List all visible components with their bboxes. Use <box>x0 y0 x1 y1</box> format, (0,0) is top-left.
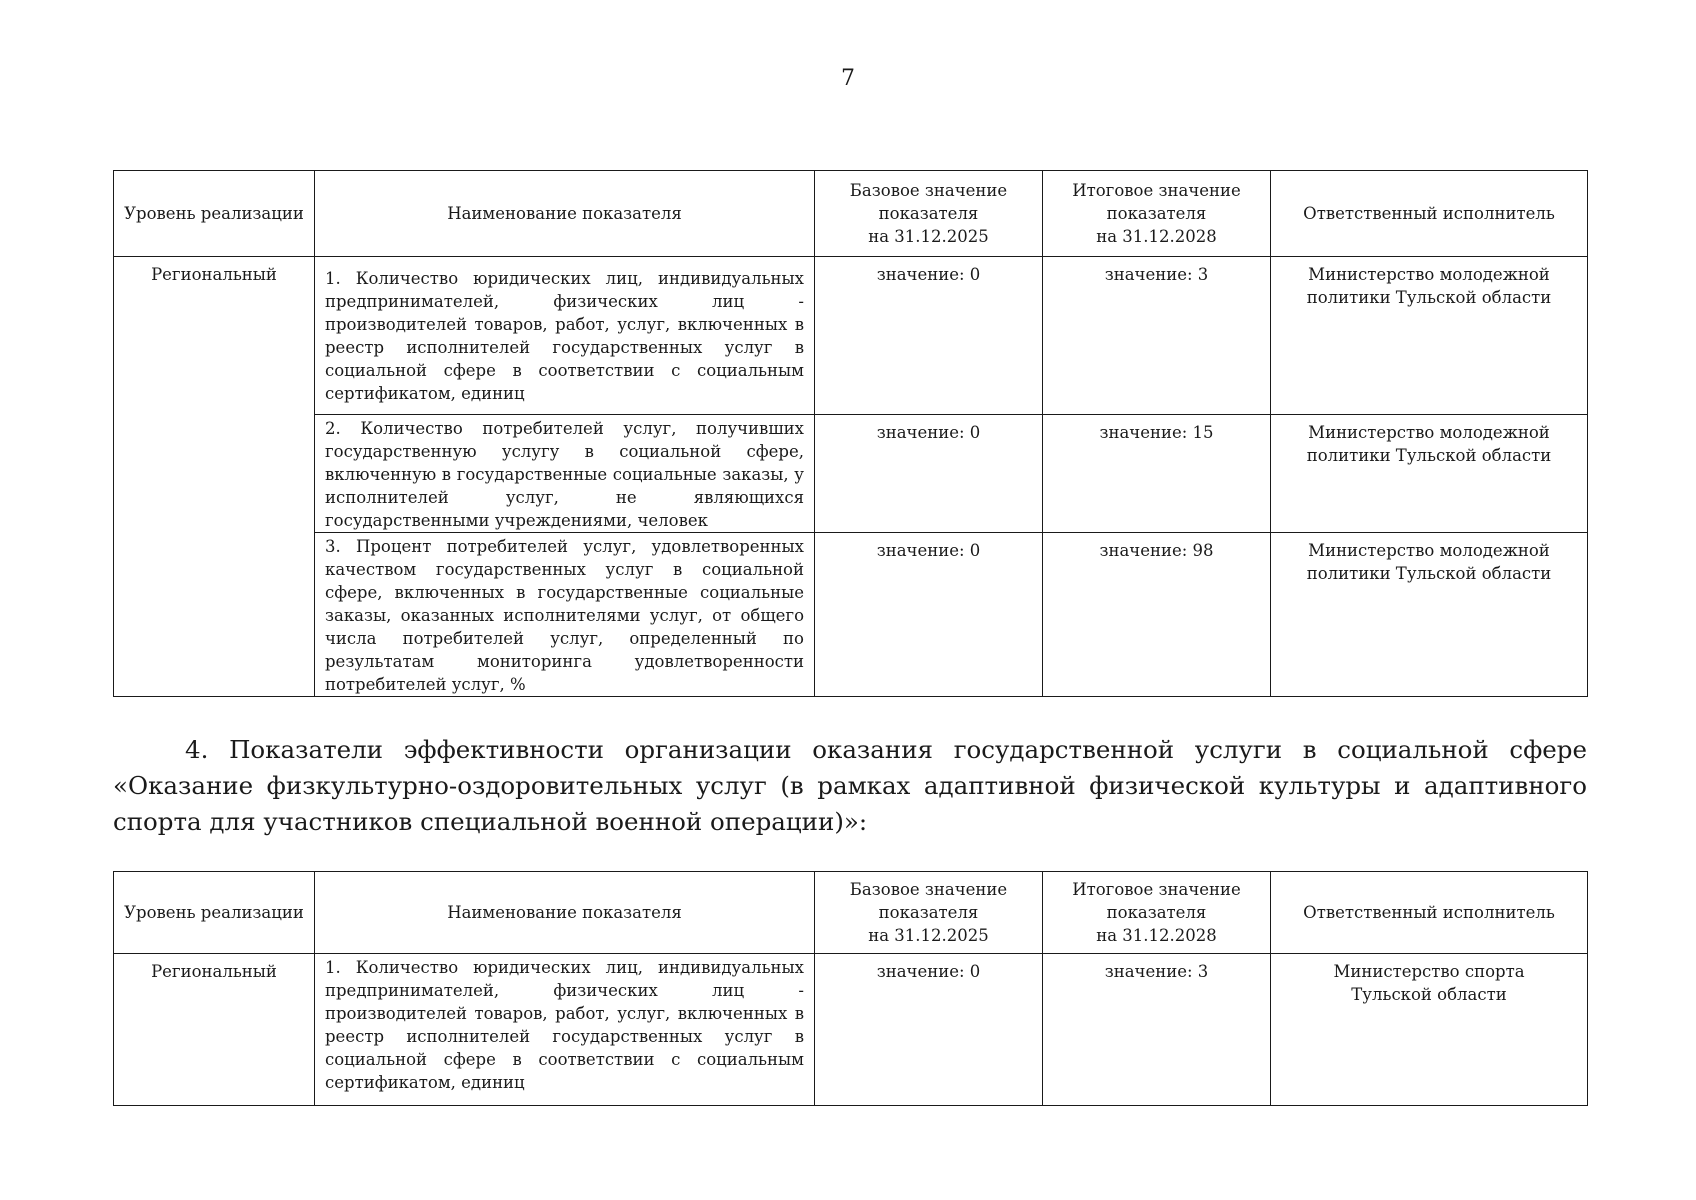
executor-line1: Министерство молодежной <box>1308 265 1550 284</box>
header-base-line1: Базовое значение <box>849 181 1008 200</box>
executor-line2: политики Тульской области <box>1306 564 1552 583</box>
header-level: Уровень реализации <box>114 171 315 257</box>
table-row <box>114 954 1588 1106</box>
header-level: Уровень реализации <box>114 872 315 954</box>
table-header-row <box>114 171 1588 257</box>
header-base-line1: Базовое значение <box>849 880 1008 899</box>
indicators-table-1 <box>113 170 1588 697</box>
header-executor: Ответственный исполнитель <box>1271 872 1588 954</box>
cell-indicator-name: 1. Количество юридических лиц, индивидуальных предпринимателей, физических лиц - производителей товаров, работ, услуг, включенных в реестр исполнителей государственных услуг в социальной сфере в соответствии с социальным сертификатом, единиц <box>315 257 815 415</box>
header-final-line1: Итоговое значение <box>1072 181 1241 200</box>
header-base-value <box>815 171 1043 257</box>
table-row <box>114 415 1588 533</box>
cell-final-value: значение: 3 <box>1043 954 1271 1106</box>
executor-line2: политики Тульской области <box>1306 446 1552 465</box>
cell-level: Региональный <box>114 954 315 1106</box>
section-heading: 4. Показатели эффективности организации оказания государственной услуги в социальной сфере «Оказание физкультурно-оздоровительных услуг (в рамках адаптивной физической культуры и адаптивного спорта для участников специальной военной операции)»: <box>113 735 1587 836</box>
executor-line1: Министерство спорта <box>1333 962 1525 981</box>
header-final-line2: показателя <box>1106 204 1207 223</box>
cell-final-value: значение: 98 <box>1043 533 1271 697</box>
header-base-line3: на 31.12.2025 <box>868 926 989 945</box>
header-name: Наименование показателя <box>315 872 815 954</box>
cell-base-value: значение: 0 <box>815 954 1043 1106</box>
cell-base-value: значение: 0 <box>815 533 1043 697</box>
cell-base-value: значение: 0 <box>815 257 1043 415</box>
header-base-line2: показателя <box>878 204 979 223</box>
cell-executor <box>1271 257 1588 415</box>
header-final-line2: показателя <box>1106 903 1207 922</box>
executor-line2: политики Тульской области <box>1306 288 1552 307</box>
header-name: Наименование показателя <box>315 171 815 257</box>
header-executor: Ответственный исполнитель <box>1271 171 1588 257</box>
header-base-line2: показателя <box>878 903 979 922</box>
header-final-line1: Итоговое значение <box>1072 880 1241 899</box>
indicators-table-2 <box>113 871 1588 1106</box>
header-base-value <box>815 872 1043 954</box>
cell-executor <box>1271 533 1588 697</box>
cell-level: Региональный <box>114 257 315 697</box>
table-row <box>114 533 1588 697</box>
table-row <box>114 257 1588 415</box>
cell-indicator-name: 1. Количество юридических лиц, индивидуальных предпринимателей, физических лиц - производителей товаров, работ, услуг, включенных в реестр исполнителей государственных услуг в социальной сфере в соответствии с социальным сертификатом, единиц <box>315 954 815 1106</box>
executor-line2: Тульской области <box>1351 985 1507 1004</box>
cell-final-value: значение: 3 <box>1043 257 1271 415</box>
header-final-line3: на 31.12.2028 <box>1096 926 1217 945</box>
page-number: 7 <box>841 66 855 91</box>
cell-final-value: значение: 15 <box>1043 415 1271 533</box>
cell-executor <box>1271 415 1588 533</box>
header-final-value <box>1043 171 1271 257</box>
cell-base-value: значение: 0 <box>815 415 1043 533</box>
header-final-value <box>1043 872 1271 954</box>
cell-indicator-name: 3. Процент потребителей услуг, удовлетворенных качеством государственных услуг в социальной сфере, включенных в государственные социальные заказы, оказанных исполнителями услуг, от общего числа потребителей услуг, определенный по результатам мониторинга удовлетворенности потребителей услуг, % <box>315 533 815 697</box>
executor-line1: Министерство молодежной <box>1308 541 1550 560</box>
cell-executor <box>1271 954 1588 1106</box>
table-header-row <box>114 872 1588 954</box>
executor-line1: Министерство молодежной <box>1308 423 1550 442</box>
cell-indicator-name: 2. Количество потребителей услуг, получивших государственную услугу в социальной сфере, включенную в государственные социальные заказы, у исполнителей услуг, не являющихся государственными учреждениями, человек <box>315 415 815 533</box>
header-base-line3: на 31.12.2025 <box>868 227 989 246</box>
header-final-line3: на 31.12.2028 <box>1096 227 1217 246</box>
